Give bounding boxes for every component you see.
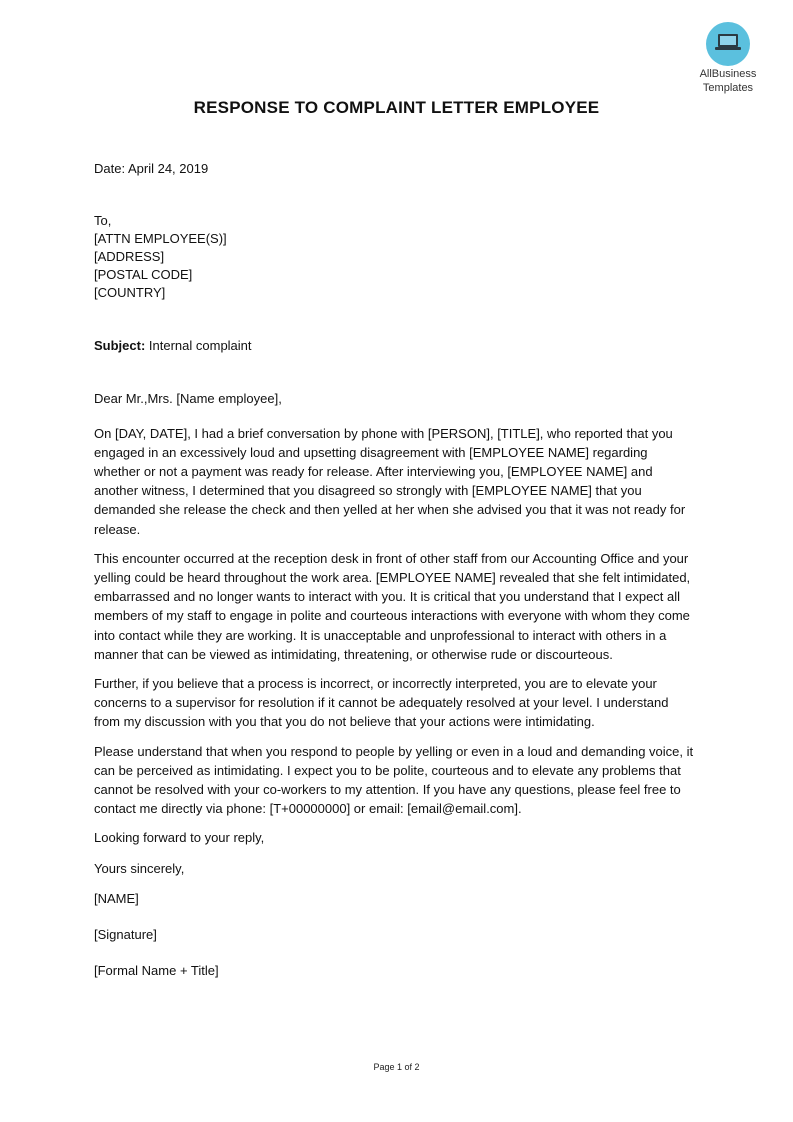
signature-formal-name: [Formal Name + Title]: [94, 963, 219, 979]
document-title: RESPONSE TO COMPLAINT LETTER EMPLOYEE: [193, 98, 600, 117]
signature-name: [NAME]: [94, 890, 139, 906]
closing-line: Looking forward to your reply,: [94, 830, 265, 846]
logo-text-line2: Templates: [702, 82, 754, 94]
signature-placeholder: [Signature]: [94, 927, 157, 943]
letter-paragraph: Further, if you believe that a process is incorrect, or incorrectly interpreted, you are to elevate your concerns to a supervisor for resolution if it cannot be adequately resolved at your level. I understand from my discussion with you that you do not believe that your actions were intimidating.: [94, 676, 669, 730]
page-footer: Page 1 of 2: [373, 1062, 420, 1072]
laptop-icon: [714, 32, 742, 54]
closing-salutation: Yours sincerely,: [94, 860, 185, 876]
letter-date: Date: April 24, 2019: [94, 161, 209, 176]
address-to: To,: [94, 213, 112, 229]
address-line: [ADDRESS]: [94, 249, 165, 265]
allbusiness-logo: [688, 22, 768, 94]
letter-body: [94, 159, 694, 997]
letter-paragraph: On [DAY, DATE], I had a brief conversation by phone with [PERSON], [TITLE], who reported that you engaged in an excessively loud and upsetting disagreement with [EMPLOYEE NAME] regarding whether or not a payment was ready for release. After interviewing you, [EMPLOYEE NAME] and another witness, I determined that you disagreed so strongly with [EMPLOYEE NAME] that you demanded she release the check and then yelled at her when she advised you that it was not ready for release.: [94, 425, 686, 537]
subject-label: Subject:: [94, 338, 146, 354]
address-line: [COUNTRY]: [94, 285, 166, 301]
subject-value: Internal complaint: [145, 338, 252, 354]
letter-greeting: Dear Mr.,Mrs. [Name employee],: [94, 391, 282, 407]
letter-paragraph: This encounter occurred at the reception desk in front of other staff from our Accounting Office and your yelling could be heard throughout the work area. [EMPLOYEE NAME] revealed that she felt intimidated, embarrassed and no longer wants to interact with you. It is critical that you understand that I expect all members of my staff to engage in polite and courteous interactions with everyone with whom they come into contact while they are working. It is unacceptable and unprofessional to interact with others in a manner that can be viewed as intimidating, threatening, or otherwise rude or discourteous.: [94, 550, 691, 662]
recipient-address: [94, 212, 694, 302]
logo-text-line1: AllBusiness: [699, 68, 757, 80]
address-line: [POSTAL CODE]: [94, 267, 193, 283]
address-line: [ATTN EMPLOYEE(S)]: [94, 231, 227, 247]
logo-circle: [706, 22, 750, 66]
letter-subject: [94, 336, 694, 355]
letter-paragraph: Please understand that when you respond to people by yelling or even in a loud and demanding voice, it can be perceived as intimidating. I expect you to be polite, courteous and to elevate any problems that cannot be resolved with your co-workers to my attention. If you have any questions, please feel free to contact me directly via phone: [T+00000000] or email: [email@email.com].: [94, 743, 694, 817]
